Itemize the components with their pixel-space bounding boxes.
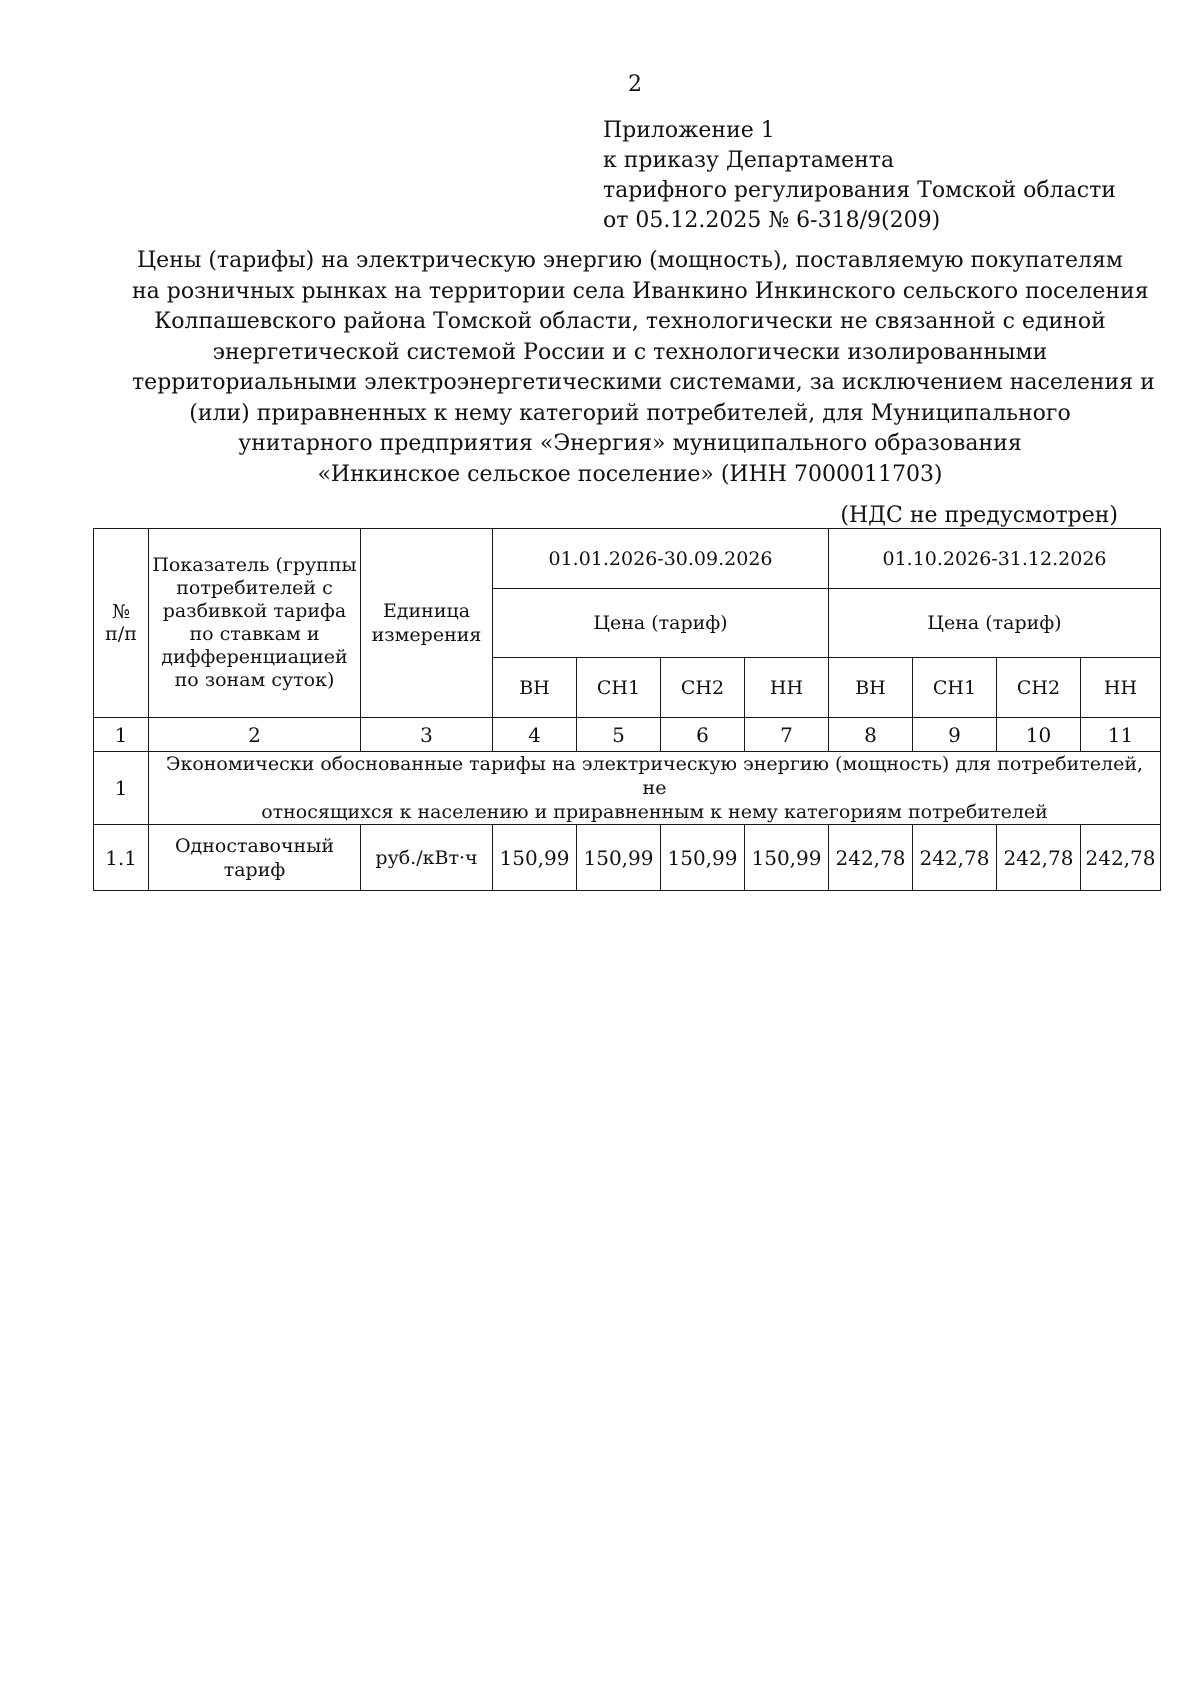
appendix-line: от 05.12.2025 № 6-318/9(209): [603, 208, 941, 233]
title-line: (или) приравненных к нему категорий потребителей, для Муниципального: [189, 400, 1071, 426]
header-level: ВН: [493, 658, 577, 718]
header-price-2: Цена (тариф): [829, 589, 1161, 658]
column-number: 9: [913, 718, 997, 752]
column-number: 11: [1081, 718, 1161, 752]
header-level: НН: [745, 658, 829, 718]
tariff-value: 150,99: [493, 825, 577, 891]
tariff-value: 150,99: [745, 825, 829, 891]
row-indicator: [149, 825, 361, 891]
title-line: энергетической системой России и с технологически изолированными: [212, 339, 1048, 365]
header-indicator-line: по ставкам и: [189, 623, 320, 645]
header-price-1: Цена (тариф): [493, 589, 829, 658]
column-number: 2: [149, 718, 361, 752]
column-number: 4: [493, 718, 577, 752]
column-number: 3: [361, 718, 493, 752]
header-level: СН2: [997, 658, 1081, 718]
row-number: 1.1: [94, 825, 149, 891]
header-indicator-line: по зонам суток): [174, 669, 335, 691]
title-line: «Инкинское сельское поселение» (ИНН 7000011703): [317, 461, 943, 487]
appendix-line: тарифного регулирования Томской области: [603, 178, 1116, 203]
appendix-line: к приказу Департамента: [603, 148, 895, 173]
vat-note: (НДС не предусмотрен): [840, 503, 1118, 528]
header-level: СН1: [577, 658, 661, 718]
header-unit: [361, 529, 493, 718]
page-number: 2: [628, 72, 642, 97]
header-indicator: [149, 529, 361, 718]
header-level: НН: [1081, 658, 1161, 718]
column-number: 10: [997, 718, 1081, 752]
title-line: Цены (тарифы) на электрическую энергию (мощность), поставляемую покупателям: [136, 248, 1124, 273]
section-title-line: Экономически обоснованные тарифы на электрическую энергию (мощность) для потребителей, не: [165, 753, 1144, 799]
title-line: территориальными электроэнергетическими системами, за исключением населения и: [132, 370, 1155, 395]
section-title-line: относящихся к населению и приравненным к нему категориям потребителей: [261, 801, 1048, 823]
header-level: СН2: [661, 658, 745, 718]
row-indicator-line: Одноставочный: [174, 834, 334, 857]
row-unit: руб./кВт·ч: [361, 825, 493, 891]
header-level: ВН: [829, 658, 913, 718]
header-number-symbol: №: [112, 601, 130, 623]
header-level: СН1: [913, 658, 997, 718]
header-period-1: 01.01.2026-30.09.2026: [493, 529, 829, 589]
header-indicator-line: потребителей с: [176, 577, 333, 599]
tariff-value: 150,99: [577, 825, 661, 891]
header-indicator-line: разбивкой тарифа: [162, 600, 347, 622]
header-number: [94, 529, 149, 718]
column-number: 6: [661, 718, 745, 752]
section-row: [94, 752, 1161, 825]
title-line: унитарного предприятия «Энергия» муниципального образования: [238, 431, 1022, 456]
title-line: на розничных рынках на территории села Иванкино Инкинского сельского поселения: [132, 278, 1149, 304]
tariff-value: 242,78: [1081, 825, 1161, 891]
column-number: 8: [829, 718, 913, 752]
column-number-row: [94, 718, 1161, 752]
tariff-value: 242,78: [913, 825, 997, 891]
tariff-table: [93, 528, 1161, 891]
column-number: 5: [577, 718, 661, 752]
header-unit-line: измерения: [371, 624, 482, 646]
tariff-value: 242,78: [829, 825, 913, 891]
header-indicator-line: Показатель (группы: [152, 554, 357, 576]
row-indicator-line: тариф: [223, 858, 286, 881]
document-title: [132, 246, 1155, 490]
column-number: 1: [94, 718, 149, 752]
table-row: [94, 825, 1161, 891]
header-unit-line: Единица: [382, 600, 471, 622]
tariff-value: 150,99: [661, 825, 745, 891]
section-number: 1: [94, 752, 149, 825]
appendix-block: [603, 116, 1116, 236]
header-indicator-line: дифференциацией: [161, 646, 348, 668]
appendix-line: Приложение 1: [603, 118, 775, 143]
header-period-2: 01.10.2026-31.12.2026: [829, 529, 1161, 589]
column-number: 7: [745, 718, 829, 752]
section-title: [149, 752, 1161, 825]
tariff-value: 242,78: [997, 825, 1081, 891]
header-number-abbr: п/п: [105, 623, 137, 645]
title-line: Колпашевского района Томской области, технологически не связанной с единой: [154, 309, 1106, 334]
